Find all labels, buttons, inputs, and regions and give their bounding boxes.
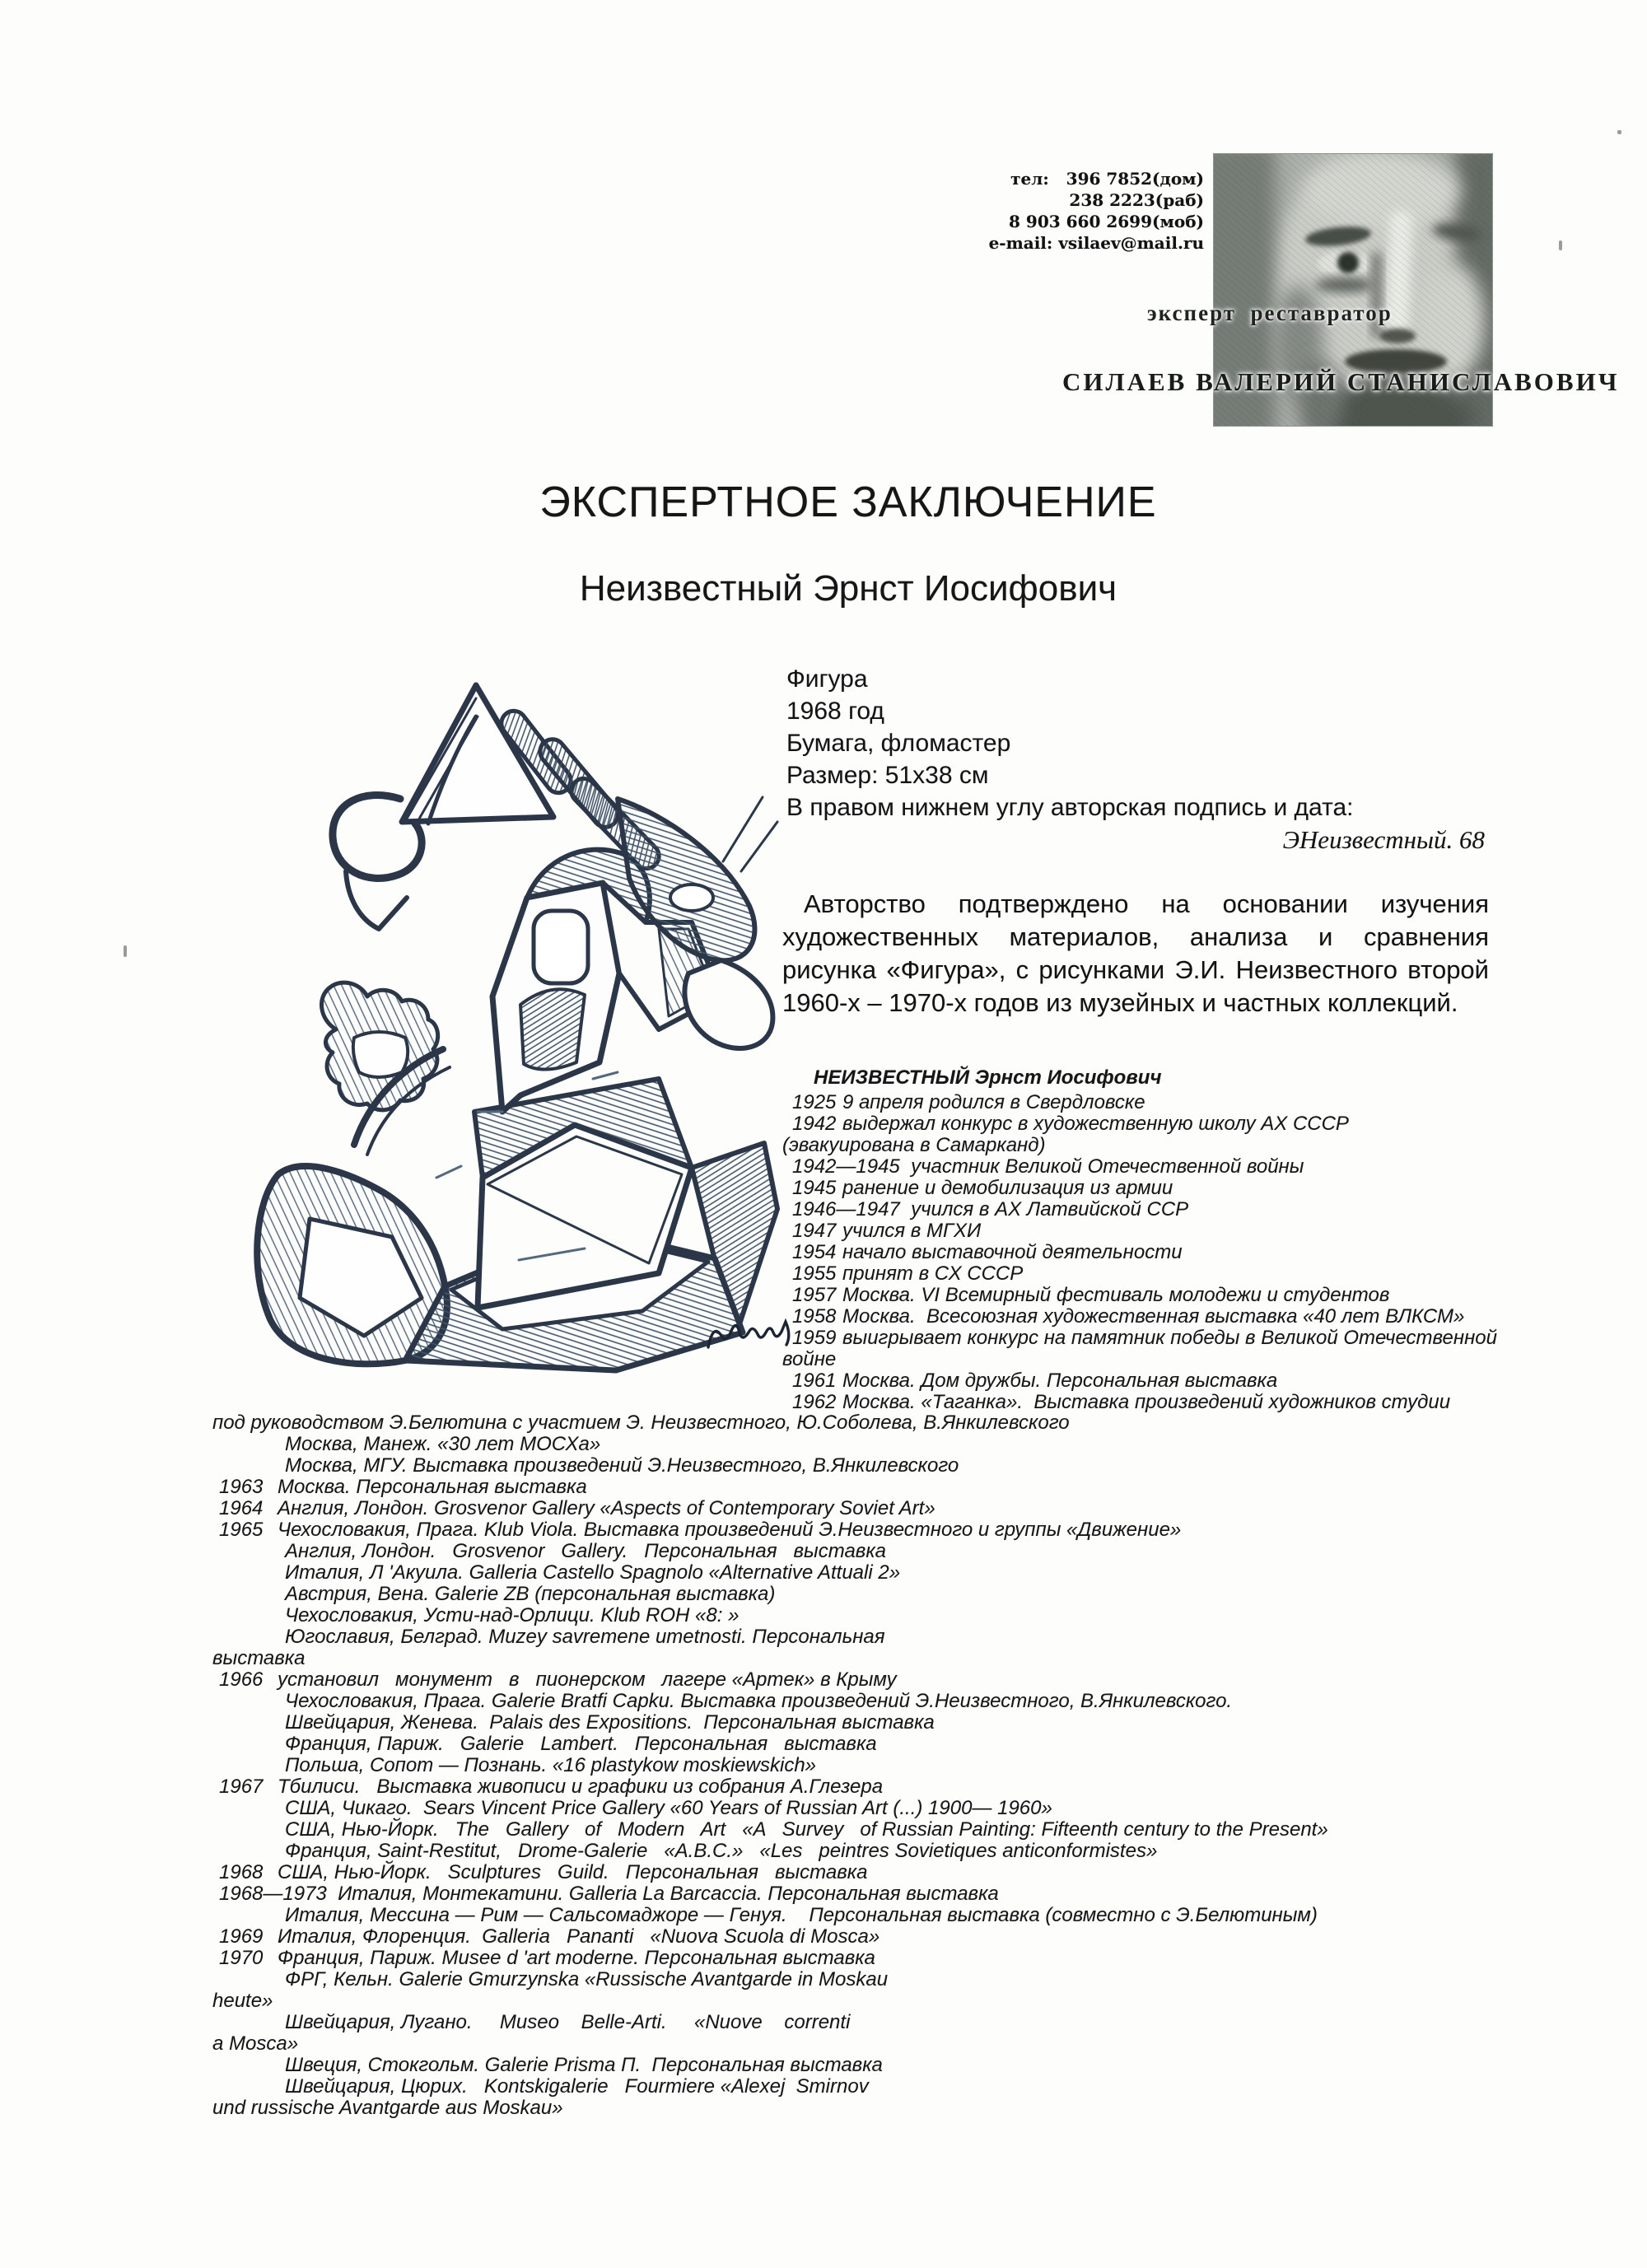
bio-line: ФРГ, Кельн. Galerie Gmurzynska «Russische Avantgarde in Moskau xyxy=(285,1968,889,1990)
bio-line: 1964 Англия, Лондон. Grosvenor Gallery «Aspects of Contemporary Soviet Art» xyxy=(219,1497,935,1519)
bio-line: выставка xyxy=(212,1647,306,1669)
artwork-year: 1968 год xyxy=(786,698,884,725)
contact-line: e-mail: vsilaev@mail.ru xyxy=(988,233,1204,253)
bio-line: 1959 выигрывает конкурс на памятник победы в Великой Отечественной xyxy=(792,1327,1497,1349)
role-label: эксперт реставратор xyxy=(1147,301,1393,325)
bio-year: 1957 xyxy=(792,1284,837,1306)
bio-year: 1961 xyxy=(792,1370,837,1392)
bio-line: Швейцария, Цюрих. Kontskigalerie Fourmiere «Alexej Smirnov xyxy=(285,2075,869,2098)
bio-line: 1966 установил монумент в пионерском лагере «Артек» в Крыму xyxy=(219,1668,897,1691)
bio-year: 1942—1945 xyxy=(792,1155,900,1178)
bio-year: 1969 xyxy=(219,1925,264,1948)
bio-line: США, Чикаго. Sears Vincent Price Gallery «60 Years of Russian Art (...) 1900— 1960» xyxy=(285,1797,1052,1819)
bio-line: 1945 ранение и демобилизация из армии xyxy=(792,1177,1173,1199)
expert-name: СИЛАЕВ ВАЛЕРИЙ СТАНИСЛАВОВИЧ xyxy=(1062,367,1620,396)
bio-year: 1955 xyxy=(792,1262,837,1285)
bio-year: 1925 xyxy=(792,1091,837,1113)
bio-line: Италия, Л 'Акуила. Galleria Castello Spagnolo «Alternative Attuali 2» xyxy=(285,1561,901,1584)
bio-column-list xyxy=(782,1067,1515,1413)
bio-line: (эвакуирована в Самарканд) xyxy=(782,1134,1046,1156)
bio-year: 1963 xyxy=(219,1476,264,1498)
artwork-title: Фигура xyxy=(786,665,868,693)
bio-year: 1947 xyxy=(792,1220,837,1242)
bio-full-list xyxy=(212,1412,1647,2119)
bio-year: 1968 xyxy=(219,1861,264,1883)
scan-speck xyxy=(1559,240,1562,250)
bio-year: 1962 xyxy=(792,1391,837,1413)
report-title: ЭКСПЕРТНОЕ ЗАКЛЮЧЕНИЕ xyxy=(539,478,1157,526)
bio-line: Франция, Saint-Restitut, Drome-Galerie «A.B.C.» «Les peintres Sovietiques anticonformistes» xyxy=(285,1840,1158,1862)
artwork-details xyxy=(786,663,1488,856)
bio-line: 1954 начало выставочной деятельности xyxy=(792,1241,1183,1263)
bio-year: 1964 xyxy=(219,1497,264,1519)
bio-line: Англия, Лондон. Grosvenor Gallery. Персональная выставка xyxy=(285,1540,886,1562)
bio-line: 1955 принят в СХ СССР xyxy=(792,1262,1024,1285)
bio-line: 1942 выдержал конкурс в художественную школу АХ СССР xyxy=(792,1113,1349,1135)
bio-line: heute» xyxy=(212,1990,273,2012)
contact-block xyxy=(939,168,1204,254)
bio-line: 1942—1945 участник Великой Отечественной войны xyxy=(792,1155,1304,1178)
contact-line: 8 903 660 2699(моб) xyxy=(1009,212,1204,231)
bio-year: 1942 xyxy=(792,1113,837,1135)
bio-year: 1966 xyxy=(219,1668,264,1691)
bio-line: und russische Avantgarde aus Moskau» xyxy=(212,2097,563,2119)
bio-line: 1970 Франция, Париж. Musee d 'art moderne. Персональная выставка xyxy=(219,1947,875,1969)
figure-sketch-image xyxy=(231,651,791,1375)
bio-line: Италия, Мессина — Рим — Сальсомаджоре — Генуя. Персональная выставка (совместно с Э.Белютиным) xyxy=(285,1904,1318,1926)
bio-line: 1961 Москва. Дом дружбы. Персональная выставка xyxy=(792,1370,1278,1392)
bio-line: Польша, Сопот — Познань. «16 plastykow moskiewskich» xyxy=(285,1754,817,1776)
bio-year: 1946—1947 xyxy=(792,1198,900,1220)
conclusion-paragraph: Авторство подтверждено на основании изучения художественных материалов, анализа и сравнения рисунка «Фигура», с рисунками Э.И. Неизвестного второй 1960-х – 1970-х годов из музейных и частных коллекций. xyxy=(782,889,1489,1017)
bio-line: Швеция, Стокгольм. Galerie Prisma П. Персональная выставка xyxy=(285,2054,883,2076)
bio-line: Москва, Манеж. «30 лет МОСХа» xyxy=(285,1433,601,1455)
artwork-medium: Бумага, фломастер xyxy=(786,730,1011,757)
artwork-size: Размер: 51х38 см xyxy=(786,762,989,789)
artwork-drawing xyxy=(231,651,791,1375)
bio-year: 1959 xyxy=(792,1327,837,1349)
artwork-signature-note: В правом нижнем углу авторская подпись и дата: xyxy=(786,794,1354,821)
contact-line: 238 2223(раб) xyxy=(1069,190,1204,210)
bio-heading: НЕИЗВЕСТНЫЙ Эрнст Иосифович xyxy=(814,1066,1162,1089)
bio-year: 1945 xyxy=(792,1177,837,1199)
bio-line: Швейцария, Женева. Palais des Expositions. Персональная выставка xyxy=(285,1711,935,1734)
scan-speck xyxy=(1617,130,1621,134)
bio-line: 1967 Тбилиси. Выставка живописи и графики из собрания А.Глезера xyxy=(219,1776,884,1798)
bio-line: Москва, МГУ. Выставка произведений Э.Неизвестного, В.Янкилевского xyxy=(285,1454,959,1477)
bio-year: 1967 xyxy=(219,1776,264,1798)
bio-year: 1968—1973 xyxy=(219,1883,327,1905)
bio-line: войне xyxy=(782,1348,837,1370)
bio-line: 1958 Москва. Всесоюзная художественная выставка «40 лет ВЛКСМ» xyxy=(792,1305,1465,1328)
bio-year: 1965 xyxy=(219,1519,264,1541)
bio-line: Швейцария, Лугано. Museo Belle-Arti. «Nuove correnti xyxy=(285,2011,851,2033)
bio-year: 1954 xyxy=(792,1241,837,1263)
bio-line: 1946—1947 учился в АХ Латвийской ССР xyxy=(792,1198,1189,1220)
bio-line: Австрия, Вена. Galerie ZB (персональная выставка) xyxy=(285,1583,776,1605)
bio-line: Чехословакия, Усти-над-Орлици. Klub ROH «8: » xyxy=(285,1604,740,1626)
contact-line: тел: 396 7852(дом) xyxy=(1010,169,1204,189)
bio-line: 1969 Италия, Флоренция. Galleria Pananti «Nuova Scuola di Mosca» xyxy=(219,1925,880,1948)
bio-line: Югославия, Белград. Muzey savremene umetnosti. Персональная xyxy=(285,1626,885,1648)
artist-name: Неизвестный Эрнст Иосифович xyxy=(579,568,1117,609)
bio-year: 1970 xyxy=(219,1947,264,1969)
scan-speck xyxy=(124,945,127,957)
bio-line: под руководством Э.Белютина с участием Э. Неизвестного, Ю.Соболева, В.Янкилевского xyxy=(212,1412,1070,1434)
bio-line: 1925 9 апреля родился в Свердловске xyxy=(792,1091,1145,1113)
bio-line: Франция, Париж. Galerie Lambert. Персональная выставка xyxy=(285,1733,877,1755)
bio-line: 1965 Чехословакия, Прага. Klub Viola. Выставка произведений Э.Неизвестного и группы «Движение» xyxy=(219,1519,1182,1541)
bio-line: США, Нью-Йорк. The Gallery of Modern Art «A Survey of Russian Painting: Fifteenth century to the Present» xyxy=(285,1818,1328,1841)
bio-line: a Mosca» xyxy=(212,2032,299,2055)
bio-line: 1957 Москва. VI Всемирный фестиваль молодежи и студентов xyxy=(792,1284,1390,1306)
bio-year: 1958 xyxy=(792,1305,837,1328)
bio-line: 1963 Москва. Персональная выставка xyxy=(219,1476,587,1498)
bio-line: 1962 Москва. «Таганка». Выставка произведений художников студии xyxy=(792,1391,1451,1413)
bio-line: 1947 учился в МГХИ xyxy=(792,1220,982,1242)
bio-line: Чехословакия, Прага. Galerie Bratfi Capku. Выставка произведений Э.Неизвестного, В.Янкилевского. xyxy=(285,1690,1233,1712)
artwork-signature-text: ЭНеизвестный. 68 xyxy=(1282,825,1485,854)
bio-line: 1968 США, Нью-Йорк. Sculptures Guild. Персональная выставка xyxy=(219,1861,868,1883)
bio-line: 1968—1973 Италия, Монтекатини. Galleria La Barcaccia. Персональная выставка xyxy=(219,1883,999,1905)
